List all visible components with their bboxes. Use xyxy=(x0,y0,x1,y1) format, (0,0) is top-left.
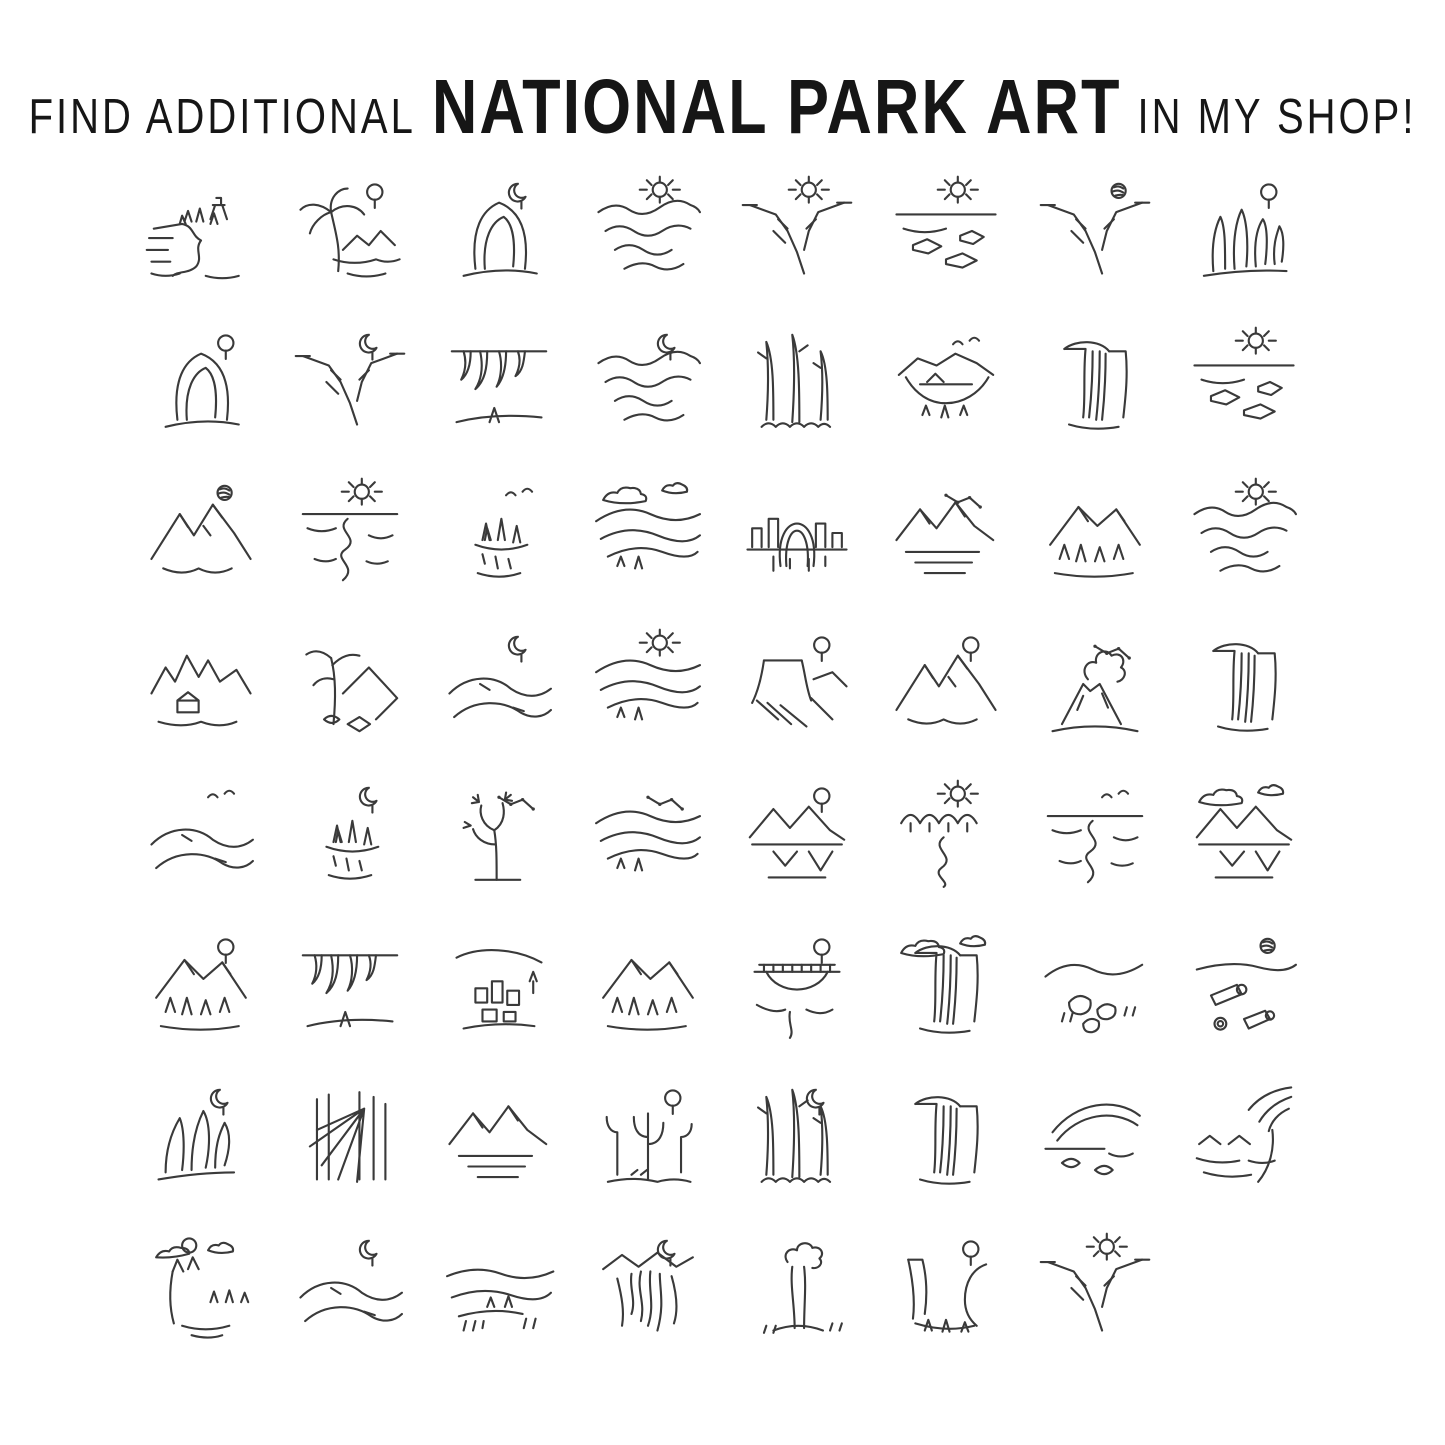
isle-royale-sketch-icon xyxy=(291,776,409,894)
sketch-acadia xyxy=(127,170,276,291)
title-prefix: FIND ADDITIONAL xyxy=(28,90,416,144)
sketch-bryce-canyon xyxy=(1170,170,1319,291)
zion-sketch-icon xyxy=(1036,1229,1154,1347)
saguaro-sketch-icon xyxy=(589,1078,707,1196)
carlsbad-caverns-sketch-icon xyxy=(440,323,558,441)
joshua-tree-sketch-icon xyxy=(440,776,558,894)
wind-cave-sketch-icon xyxy=(440,1229,558,1347)
indiana-dunes-sketch-icon xyxy=(142,776,260,894)
sketch-voyageurs xyxy=(127,1227,276,1348)
sketch-great-sand-dunes xyxy=(425,623,574,744)
badlands-sketch-icon xyxy=(589,172,707,290)
gates-of-the-arctic-sketch-icon xyxy=(589,474,707,592)
sketch-lake-clark xyxy=(1170,774,1319,895)
sketch-haleakala xyxy=(872,623,1021,744)
biscayne-sketch-icon xyxy=(887,172,1005,290)
sketch-mount-rainier xyxy=(574,925,723,1046)
arches-sketch-icon xyxy=(440,172,558,290)
grand-teton-sketch-icon xyxy=(142,625,260,743)
big-bend-sketch-icon xyxy=(738,172,856,290)
gateway-arch-sketch-icon xyxy=(738,474,856,592)
sketch-saguaro xyxy=(574,1076,723,1197)
yellowstone-sketch-icon xyxy=(738,1229,856,1347)
sketch-hot-springs xyxy=(1170,623,1319,744)
kings-canyon-sketch-icon xyxy=(887,776,1005,894)
new-river-gorge-sketch-icon xyxy=(738,927,856,1045)
sketch-sequoia xyxy=(723,1076,872,1197)
shenandoah-sketch-icon xyxy=(887,1078,1005,1196)
lake-clark-sketch-icon xyxy=(1185,776,1303,894)
sketch-zion xyxy=(1021,1227,1170,1348)
olympic-sketch-icon xyxy=(1036,927,1154,1045)
sketch-hawaii-volcanoes xyxy=(1021,623,1170,744)
white-sands-sketch-icon xyxy=(291,1229,409,1347)
sequoia-sketch-icon xyxy=(738,1078,856,1196)
sketch-kings-canyon xyxy=(872,774,1021,895)
sketch-gateway-arch xyxy=(723,472,872,593)
sketch-channel-islands xyxy=(574,321,723,442)
acadia-sketch-icon xyxy=(142,172,260,290)
glacier-sketch-icon xyxy=(887,474,1005,592)
grand-canyon-sketch-icon xyxy=(1185,474,1303,592)
sketch-everglades xyxy=(425,472,574,593)
sketch-big-bend xyxy=(723,170,872,291)
katmai-sketch-icon xyxy=(589,776,707,894)
sketch-wrangell-st-elias xyxy=(574,1227,723,1348)
theodore-roosevelt-sketch-icon xyxy=(1036,1078,1154,1196)
sketch-pinnacles xyxy=(127,1076,276,1197)
sketch-canyonlands xyxy=(127,321,276,442)
sketch-black-canyon-of-the-gunnison xyxy=(1021,170,1170,291)
sketch-rocky-mountain xyxy=(425,1076,574,1197)
pinnacles-sketch-icon xyxy=(142,1078,260,1196)
sketch-petrified-forest xyxy=(1170,925,1319,1046)
everglades-sketch-icon xyxy=(440,474,558,592)
hot-springs-sketch-icon xyxy=(1185,625,1303,743)
sketch-dry-tortugas xyxy=(276,472,425,593)
hawaii-volcanoes-sketch-icon xyxy=(1036,625,1154,743)
sketch-redwood xyxy=(276,1076,425,1197)
sketch-glacier-bay xyxy=(1021,472,1170,593)
sketch-isle-royale xyxy=(276,774,425,895)
sketch-shenandoah xyxy=(872,1076,1021,1197)
sketch-wind-cave xyxy=(425,1227,574,1348)
haleakala-sketch-icon xyxy=(887,625,1005,743)
sketch-indiana-dunes xyxy=(127,774,276,895)
rocky-mountain-sketch-icon xyxy=(440,1078,558,1196)
sketch-lassen-volcanic xyxy=(127,925,276,1046)
american-samoa-sketch-icon xyxy=(291,172,409,290)
sketch-congaree xyxy=(723,321,872,442)
canyonlands-sketch-icon xyxy=(142,323,260,441)
sketch-arches xyxy=(425,170,574,291)
congaree-sketch-icon xyxy=(738,323,856,441)
sketch-biscayne xyxy=(872,170,1021,291)
sketch-mammoth-cave xyxy=(276,925,425,1046)
crater-lake-sketch-icon xyxy=(887,323,1005,441)
sketch-american-samoa xyxy=(276,170,425,291)
sketch-yellowstone xyxy=(723,1227,872,1348)
sketch-theodore-roosevelt xyxy=(1021,1076,1170,1197)
art-grid xyxy=(0,170,1445,1348)
title-highlight: NATIONAL PARK ART xyxy=(431,64,1122,151)
mount-rainier-sketch-icon xyxy=(589,927,707,1045)
sketch-badlands xyxy=(574,170,723,291)
sketch-great-basin xyxy=(276,623,425,744)
channel-islands-sketch-icon xyxy=(589,323,707,441)
great-smoky-mountains-sketch-icon xyxy=(589,625,707,743)
sketch-north-cascades xyxy=(872,925,1021,1046)
sketch-kobuk-valley xyxy=(1021,774,1170,895)
death-valley-sketch-icon xyxy=(1185,323,1303,441)
sketch-great-smoky-mountains xyxy=(574,623,723,744)
kenai-fjords-sketch-icon xyxy=(738,776,856,894)
sketch-carlsbad-caverns xyxy=(425,321,574,442)
sketch-olympic xyxy=(1021,925,1170,1046)
mesa-verde-sketch-icon xyxy=(440,927,558,1045)
great-basin-sketch-icon xyxy=(291,625,409,743)
sketch-yosemite xyxy=(872,1227,1021,1348)
title-suffix: IN MY SHOP! xyxy=(1137,90,1417,144)
sketch-denali xyxy=(127,472,276,593)
sketch-kenai-fjords xyxy=(723,774,872,895)
petrified-forest-sketch-icon xyxy=(1185,927,1303,1045)
sketch-new-river-gorge xyxy=(723,925,872,1046)
sketch-grand-canyon xyxy=(1170,472,1319,593)
cuyahoga-valley-sketch-icon xyxy=(1036,323,1154,441)
sketch-white-sands xyxy=(276,1227,425,1348)
page-title xyxy=(0,0,1445,151)
sketch-cuyahoga-valley xyxy=(1021,321,1170,442)
denali-sketch-icon xyxy=(142,474,260,592)
voyageurs-sketch-icon xyxy=(142,1229,260,1347)
sketch-grand-teton xyxy=(127,623,276,744)
bryce-canyon-sketch-icon xyxy=(1185,172,1303,290)
lassen-volcanic-sketch-icon xyxy=(142,927,260,1045)
glacier-bay-sketch-icon xyxy=(1036,474,1154,592)
sketch-katmai xyxy=(574,774,723,895)
sketch-glacier xyxy=(872,472,1021,593)
sketch-mesa-verde xyxy=(425,925,574,1046)
redwood-sketch-icon xyxy=(291,1078,409,1196)
kobuk-valley-sketch-icon xyxy=(1036,776,1154,894)
virgin-islands-sketch-icon xyxy=(1185,1078,1303,1196)
great-sand-dunes-sketch-icon xyxy=(440,625,558,743)
black-canyon-of-the-gunnison-sketch-icon xyxy=(1036,172,1154,290)
wrangell-st-elias-sketch-icon xyxy=(589,1229,707,1347)
sketch-death-valley xyxy=(1170,321,1319,442)
mammoth-cave-sketch-icon xyxy=(291,927,409,1045)
sketch-guadalupe-mountains xyxy=(723,623,872,744)
guadalupe-mountains-sketch-icon xyxy=(738,625,856,743)
yosemite-sketch-icon xyxy=(887,1229,1005,1347)
north-cascades-sketch-icon xyxy=(887,927,1005,1045)
sketch-capitol-reef xyxy=(276,321,425,442)
sketch-crater-lake xyxy=(872,321,1021,442)
sketch-gates-of-the-arctic xyxy=(574,472,723,593)
sketch-virgin-islands xyxy=(1170,1076,1319,1197)
dry-tortugas-sketch-icon xyxy=(291,474,409,592)
capitol-reef-sketch-icon xyxy=(291,323,409,441)
sketch-joshua-tree xyxy=(425,774,574,895)
